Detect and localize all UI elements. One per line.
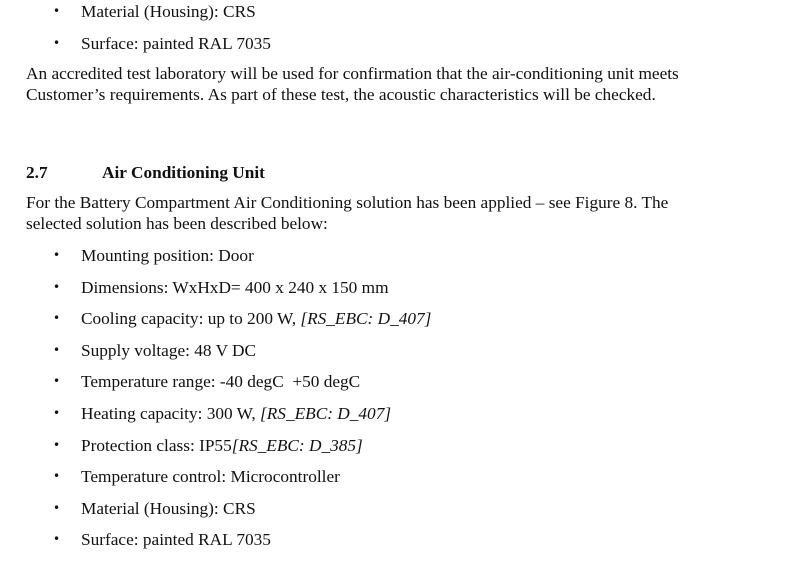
list-item-text: Heating capacity: 300 W, [RS_EBC: D_407] bbox=[81, 403, 392, 423]
list-item-text: Dimensions: WxHxD= 400 x 240 x 150 mm bbox=[81, 277, 389, 297]
list-item-text: Cooling capacity: up to 200 W, [RS_EBC: D_407] bbox=[81, 309, 432, 329]
bullet-icon: • bbox=[53, 4, 61, 18]
list-item-text: Surface: painted RAL 7035 bbox=[81, 530, 271, 550]
intro-paragraph bbox=[26, 192, 766, 234]
bullet-icon: • bbox=[53, 374, 61, 389]
list-item-text: Protection class: IP55[RS_EBC: D_385] bbox=[81, 435, 363, 455]
bullet-icon: • bbox=[53, 405, 61, 420]
list-item-text: Material (Housing): CRS bbox=[81, 2, 256, 21]
paragraph-line: For the Battery Compartment Air Conditioning solution has been applied – see Figure 8. The bbox=[26, 193, 669, 212]
bullet-icon: • bbox=[53, 279, 61, 294]
section-title: Air Conditioning Unit bbox=[102, 163, 265, 182]
bullet-icon: • bbox=[53, 500, 61, 515]
bullet-icon: • bbox=[53, 248, 61, 262]
bullet-icon: • bbox=[53, 342, 61, 357]
paragraph-line: An accredited test laboratory will be used for confirmation that the air-conditioning unit meets bbox=[26, 64, 679, 83]
paragraph-line: Customer’s requirements. As part of these test, the acoustic characteristics will be checked. bbox=[26, 85, 656, 104]
list-item-text: Temperature control: Microcontroller bbox=[81, 467, 340, 487]
requirement-reference: [RS_EBC: D_407] bbox=[260, 403, 392, 423]
bullet-icon: • bbox=[53, 35, 61, 50]
list-item-text: Temperature range: -40 degC +50 degC bbox=[81, 372, 361, 392]
requirement-reference: [RS_EBC: D_385] bbox=[231, 435, 363, 455]
list-item-text: Mounting position: Door bbox=[81, 246, 254, 265]
paragraph-line: selected solution has been described below: bbox=[26, 214, 328, 233]
test-laboratory-paragraph bbox=[26, 63, 766, 105]
bullet-icon: • bbox=[53, 437, 61, 452]
bullet-icon: • bbox=[53, 469, 61, 484]
list-item-text: Supply voltage: 48 V DC bbox=[81, 340, 257, 360]
list-item-text: Material (Housing): CRS bbox=[81, 498, 256, 518]
section-number: 2.7 bbox=[26, 163, 48, 182]
bullet-icon: • bbox=[53, 311, 61, 326]
bullet-icon: • bbox=[53, 532, 61, 547]
list-item-text: Surface: painted RAL 7035 bbox=[81, 33, 271, 53]
requirement-reference: [RS_EBC: D_407] bbox=[300, 309, 432, 329]
